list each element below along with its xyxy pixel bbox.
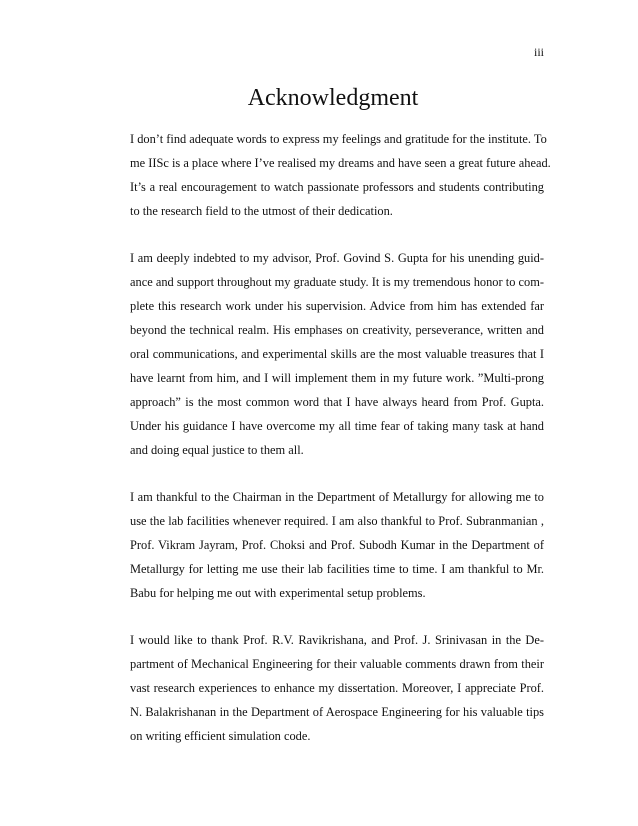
text-line: on writing efficient simulation code.: [130, 729, 311, 743]
paragraph: [130, 246, 544, 462]
text-line: Prof. Vikram Jayram, Prof. Choksi and Prof. Subodh Kumar in the Department of: [130, 538, 544, 552]
text-line: Metallurgy for letting me use their lab facilities time to time. I am thankful to Mr.: [130, 562, 544, 576]
paragraph: [130, 127, 551, 223]
text-line: partment of Mechanical Engineering for their valuable comments drawn from their: [130, 657, 544, 671]
text-line: I don’t find adequate words to express my feelings and gratitude for the institute. To: [130, 132, 547, 146]
text-line: ance and support throughout my graduate study. It is my tremendous honor to com-: [130, 275, 544, 289]
text-line: I would like to thank Prof. R.V. Ravikrishana, and Prof. J. Srinivasan in the De-: [130, 633, 544, 647]
text-line: have learnt from him, and I will implement them in my future work. ”Multi-prong: [130, 371, 544, 385]
paragraph: [130, 485, 544, 605]
paragraph: [130, 628, 544, 748]
text-line: vast research experiences to enhance my dissertation. Moreover, I appreciate Prof.: [130, 681, 544, 695]
text-line: I am thankful to the Chairman in the Department of Metallurgy for allowing me to: [130, 490, 544, 504]
text-line: me IISc is a place where I’ve realised my dreams and have seen a great future ahead.: [130, 156, 551, 170]
text-line: plete this research work under his supervision. Advice from him has extended far: [130, 299, 544, 313]
acknowledgment-body: [130, 127, 551, 771]
text-line: Babu for helping me out with experimental setup problems.: [130, 586, 426, 600]
page-title: Acknowledgment: [247, 85, 419, 111]
text-line: I am deeply indebted to my advisor, Prof. Govind S. Gupta for his unending guid-: [130, 251, 544, 265]
text-line: use the lab facilities whenever required. I am also thankful to Prof. Subranmanian ,: [130, 514, 544, 528]
text-line: oral communications, and experimental skills are the most valuable treasures that I: [130, 347, 544, 361]
text-line: and doing equal justice to them all.: [130, 443, 304, 457]
text-line: It’s a real encouragement to watch passionate professors and students contributing: [130, 180, 544, 194]
text-line: to the research field to the utmost of their dedication.: [130, 204, 393, 218]
page-number: iii: [533, 45, 544, 59]
text-line: beyond the technical realm. His emphases on creativity, perseverance, written and: [130, 323, 544, 337]
text-line: Under his guidance I have overcome my all time fear of taking many task at hand: [130, 419, 544, 433]
text-line: approach” is the most common word that I have always heard from Prof. Gupta.: [130, 395, 544, 409]
text-line: N. Balakrishanan in the Department of Aerospace Engineering for his valuable tips: [130, 705, 544, 719]
